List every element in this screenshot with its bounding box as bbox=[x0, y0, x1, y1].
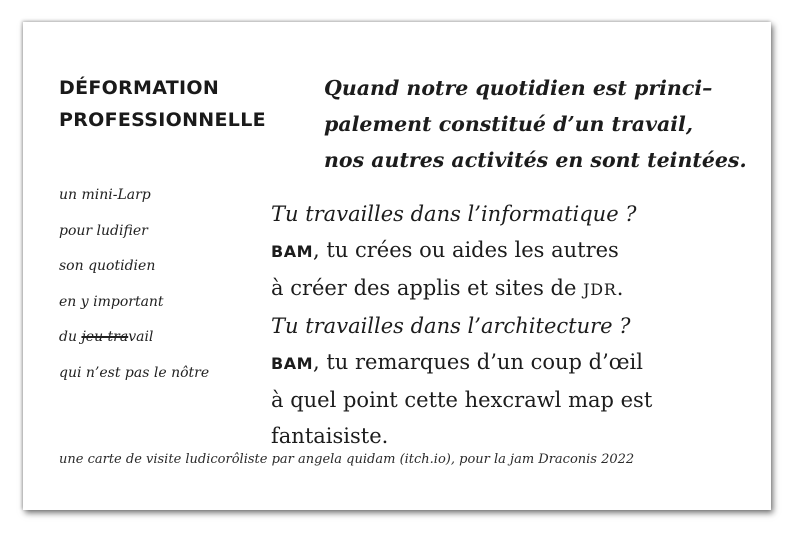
answer-informatique-line-2 bbox=[271, 270, 652, 308]
answer-informatique-line-1 bbox=[271, 232, 652, 270]
business-card bbox=[23, 22, 771, 510]
question-informatique: Tu travailles dans l’informatique ? bbox=[271, 202, 637, 226]
side-line-5-suffix: vail bbox=[128, 329, 154, 345]
tagline-line-1: Quand notre quotidien est princi– bbox=[324, 76, 713, 100]
side-line-5 bbox=[59, 320, 209, 356]
jdr-abbrev: JDR bbox=[583, 280, 617, 299]
answer-1-period: . bbox=[616, 276, 624, 300]
main-text bbox=[271, 196, 652, 454]
title-line-1: DÉFORMATION bbox=[59, 77, 220, 99]
struck-text: jeu tra bbox=[81, 329, 129, 345]
answer-architecture-line-2: à quel point cette hexcrawl map est bbox=[271, 388, 653, 412]
title-line-2: PROFESSIONNELLE bbox=[59, 109, 266, 131]
answer-architecture-line-1 bbox=[271, 344, 652, 382]
side-line-6: qui n’est pas le nôtre bbox=[59, 364, 210, 381]
tagline bbox=[324, 70, 747, 178]
side-line-3: son quotidien bbox=[59, 258, 156, 274]
answer-2-text: , tu remarques d’un coup d’œil bbox=[313, 350, 643, 374]
tagline-line-3: nos autres activités en sont teintées. bbox=[324, 148, 747, 172]
card-title bbox=[59, 72, 266, 136]
bam-label: BAM bbox=[271, 242, 313, 261]
side-line-1: un mini-Larp bbox=[59, 187, 151, 203]
bam-label: BAM bbox=[271, 354, 313, 373]
answer-1-text: , tu crées ou aides les autres bbox=[313, 238, 619, 262]
tagline-line-2: palement constitué d’un travail, bbox=[324, 112, 693, 136]
question-architecture: Tu travailles dans l’architecture ? bbox=[271, 314, 631, 338]
side-line-4: en y important bbox=[59, 293, 164, 310]
side-description bbox=[59, 178, 209, 391]
answer-architecture-line-3: fantaisiste. bbox=[271, 424, 389, 448]
card-footer-credit: une carte de visite ludicorôliste par angela quidam (itch.io), pour la jam Draconis 2022 bbox=[59, 452, 635, 467]
answer-1-line-2-text: à créer des applis et sites de bbox=[271, 276, 584, 300]
side-line-2: pour ludifier bbox=[59, 222, 148, 239]
side-line-5-prefix: du bbox=[59, 329, 82, 345]
